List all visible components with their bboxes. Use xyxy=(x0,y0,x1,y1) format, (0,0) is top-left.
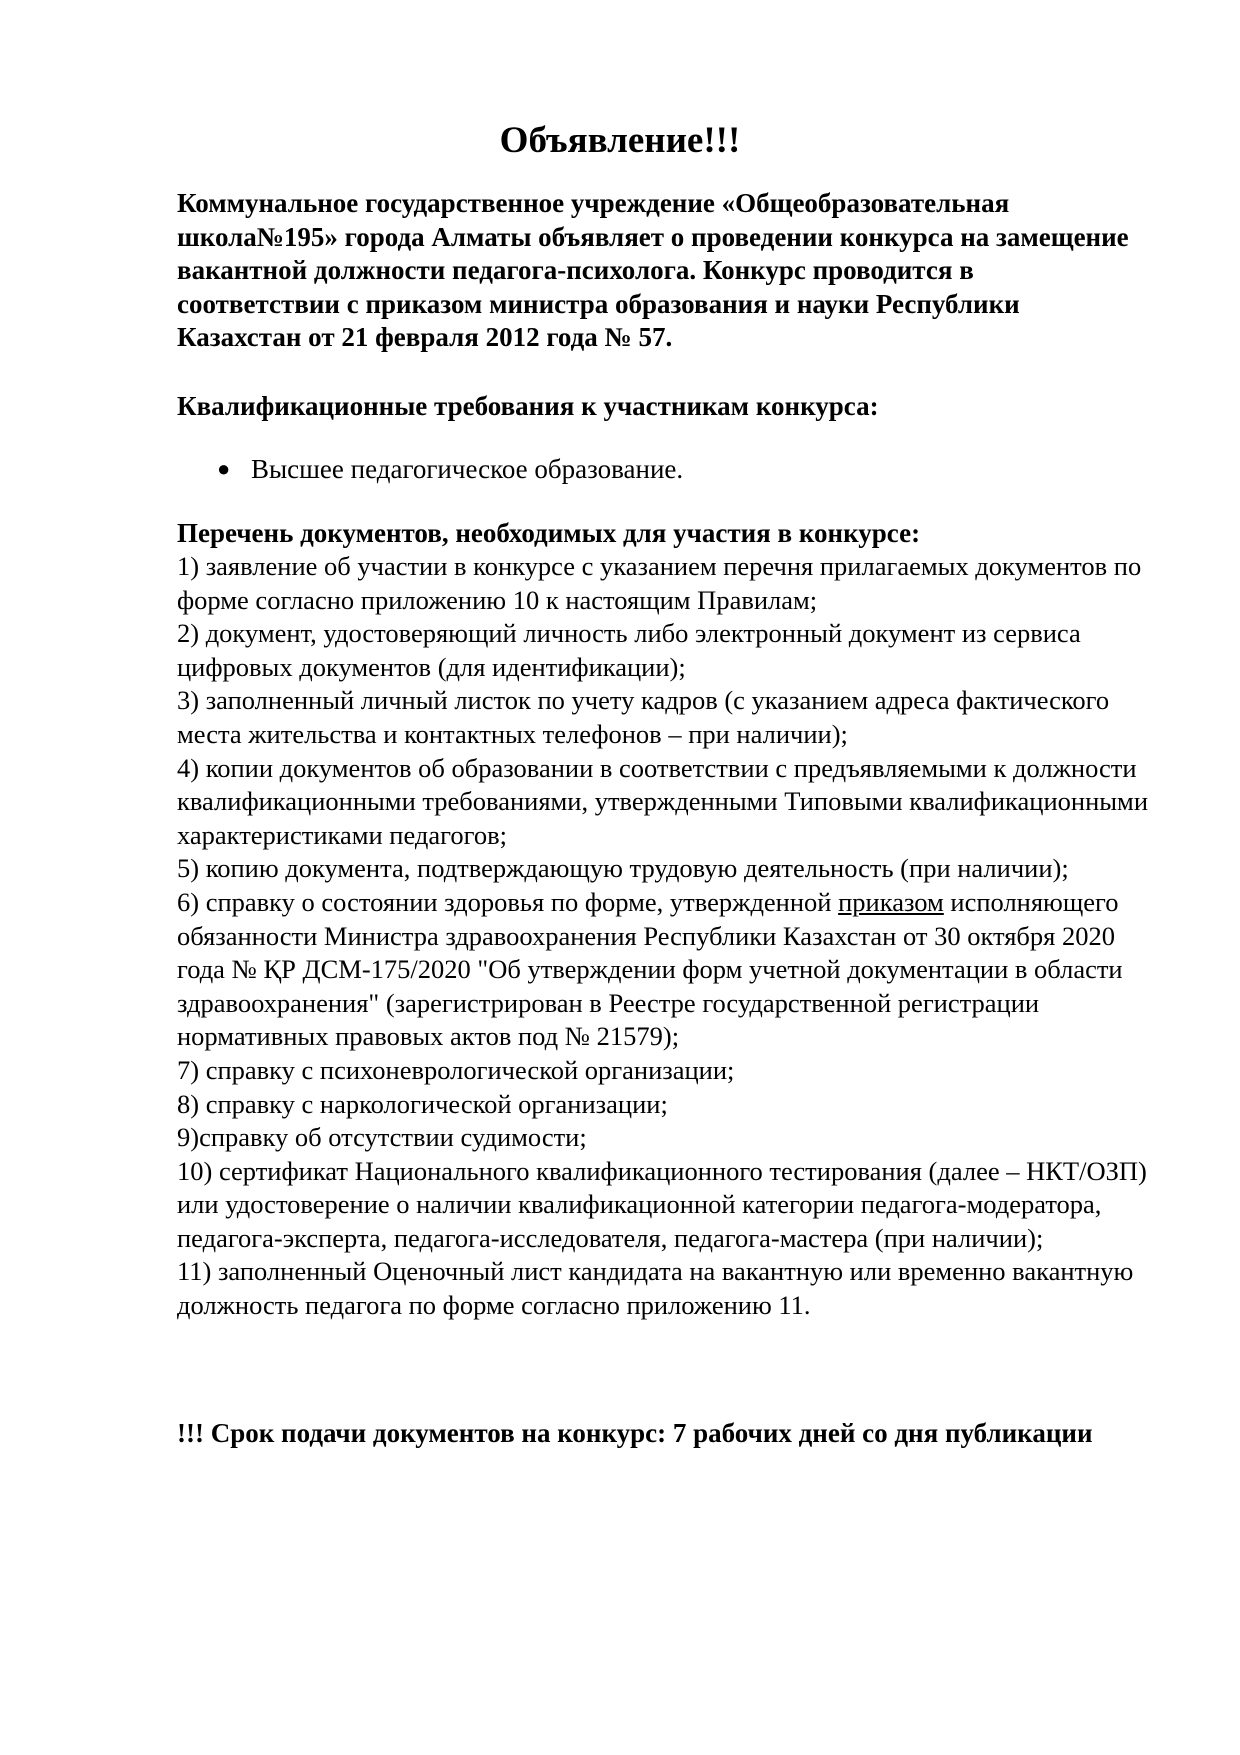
doc6-text-after: исполняющего обязанности Министра здравоохранения Республики Казахстан от 30 октября 2020 года № ҚР ДСМ-175/2020 "Об утверждении форм учетной документации в области здравоохранения" (зарегистрирован в Реестре государственной регистрации нормативных правовых актов под № 21579); xyxy=(177,886,1123,1052)
list-item xyxy=(177,886,1152,1054)
requirements-list xyxy=(177,452,1137,486)
requirement-text: Высшее педагогическое образование. xyxy=(251,454,684,484)
list-item: 8) справку с наркологической организации; xyxy=(177,1088,668,1119)
list-item: 1) заявление об участии в конкурсе с указанием перечня прилагаемых документов по форме согласно приложению 10 к настоящим Правилам; xyxy=(177,551,1142,615)
page-title: Объявление!!! xyxy=(499,120,741,161)
list-item: 4) копии документов об образовании в соответствии с предъявляемыми к должности квалификационными требованиями, утвержденными Типовыми квалификационными характеристиками педагогов; xyxy=(177,752,1149,850)
list-item xyxy=(177,452,1137,486)
documents-list xyxy=(177,550,1152,1323)
list-item: 9)справку об отсутствии судимости; xyxy=(177,1122,587,1153)
documents-heading: Перечень документов, необходимых для участия в конкурсе: xyxy=(177,518,921,548)
bullet-icon: ● xyxy=(217,456,231,481)
intro-paragraph: Коммунальное государственное учреждение «Общеобразовательная школа№195» города Алматы объявляет о проведении конкурса на замещение вакантной должности педагога-психолога. Конкурс проводится в соответствии с приказом министра образования и науки Республики Казахстан от 21 февраля 2012 года № 57. xyxy=(177,188,1129,352)
requirements-heading: Квалификационные требования к участникам конкурса: xyxy=(177,391,879,421)
list-item: 5) копию документа, подтверждающую трудовую деятельность (при наличии); xyxy=(177,853,1069,884)
doc6-text-before: 6) справку о состоянии здоровья по форме, утвержденной xyxy=(177,886,839,917)
list-item: 11) заполненный Оценочный лист кандидата на вакантную или временно вакантную должность педагога по форме согласно приложению 11. xyxy=(177,1256,1134,1321)
list-item: 7) справку с психоневрологической организации; xyxy=(177,1054,735,1085)
deadline-notice: !!! Срок подачи документов на конкурс: 7 рабочих дней со дня публикации xyxy=(177,1418,1093,1448)
list-item: 10) сертификат Национального квалификационного тестирования (далее – НКТ/ОЗП) или удостоверение о наличии квалификационной категории педагога-модератора, педагога-эксперта, педагога-исследователя, педагога-мастера (при наличии); xyxy=(177,1155,1147,1253)
order-link[interactable]: приказом xyxy=(838,886,944,917)
list-item: 3) заполненный личный листок по учету кадров (с указанием адреса фактического места жительства и контактных телефонов – при наличии); xyxy=(177,685,1110,749)
list-item: 2) документ, удостоверяющий личность либо электронный документ из сервиса цифровых документов (для идентификации); xyxy=(177,618,1081,682)
